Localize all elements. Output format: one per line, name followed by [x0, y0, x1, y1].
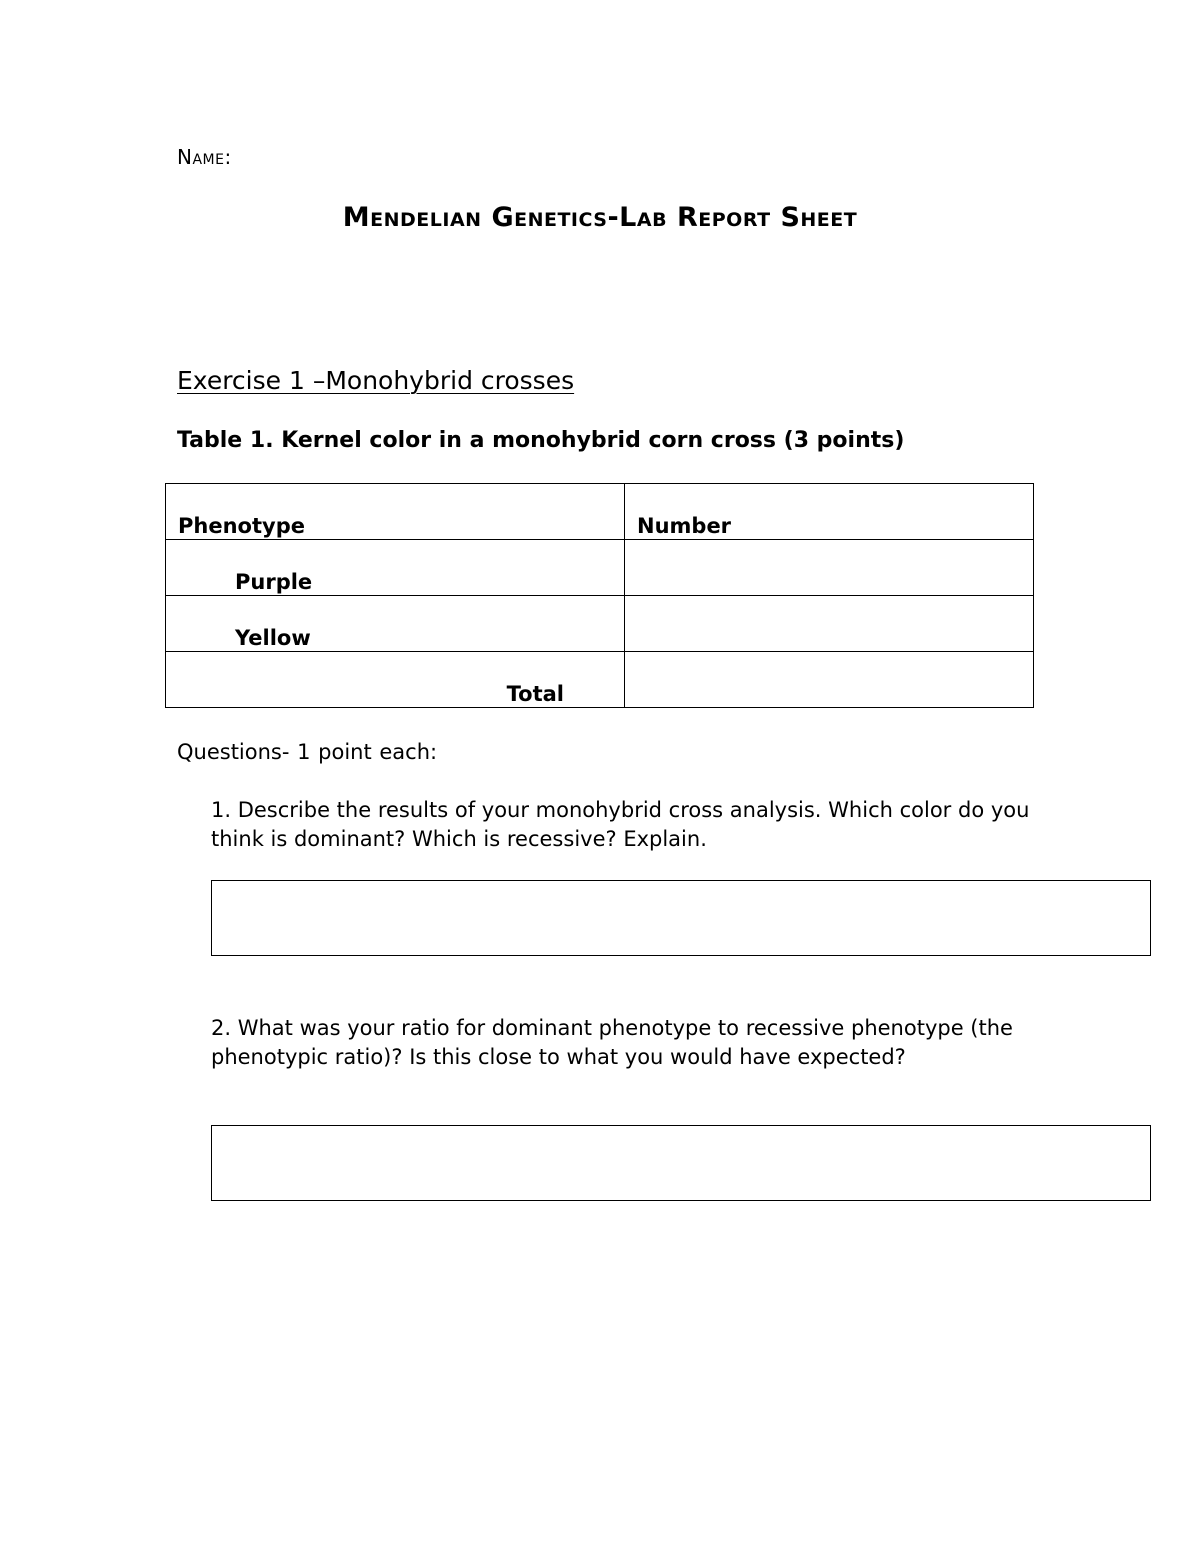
number-cell-total[interactable]	[625, 652, 1034, 708]
phenotype-cell-purple: Purple	[166, 540, 625, 596]
answer-box-1[interactable]	[211, 880, 1151, 956]
exercise-heading: Exercise 1 –Monohybrid crosses	[177, 366, 575, 395]
table-row	[166, 540, 1034, 596]
column-header-number: Number	[625, 484, 1034, 540]
answer-box-2[interactable]	[211, 1125, 1151, 1201]
number-cell-purple[interactable]	[625, 540, 1034, 596]
kernel-color-table	[165, 483, 1034, 708]
question-2-text: 2. What was your ratio for dominant phenotype to recessive phenotype (the phenotypic ratio)? Is this close to what you would have expected?	[211, 1016, 1013, 1069]
table-caption: Table 1. Kernel color in a monohybrid corn cross (3 points)	[177, 428, 905, 453]
phenotype-cell-total: Total	[166, 652, 625, 708]
page-title: Mendelian Genetics-Lab Report Sheet	[342, 202, 858, 233]
table-header-row	[166, 484, 1034, 540]
question-1-text: 1. Describe the results of your monohybrid cross analysis. Which color do you think is dominant? Which is recessive? Explain.	[211, 798, 1030, 851]
name-label: Name:	[177, 145, 232, 169]
column-header-phenotype: Phenotype	[166, 484, 625, 540]
phenotype-cell-yellow: Yellow	[166, 596, 625, 652]
questions-heading: Questions- 1 point each:	[177, 740, 438, 764]
number-cell-yellow[interactable]	[625, 596, 1034, 652]
table-row	[166, 652, 1034, 708]
table-row	[166, 596, 1034, 652]
